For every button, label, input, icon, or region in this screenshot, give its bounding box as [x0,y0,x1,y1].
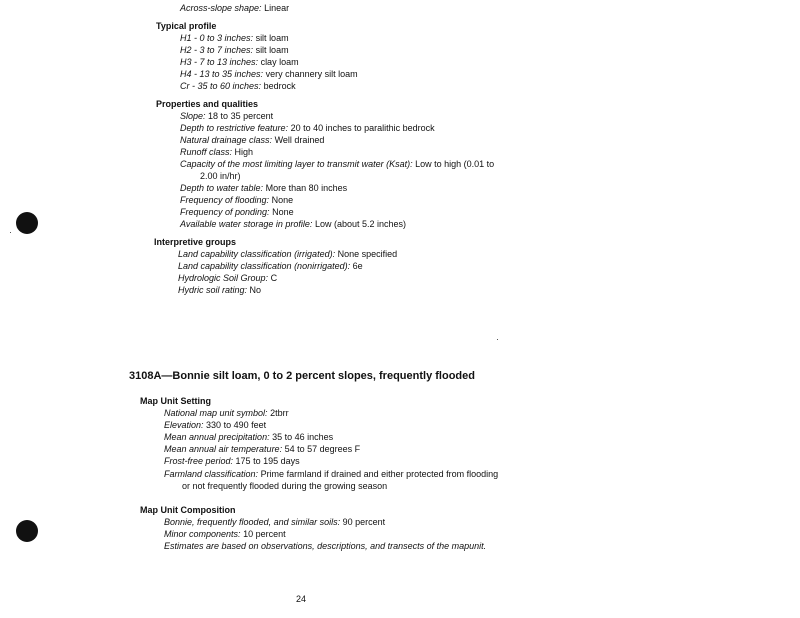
interpretive-value: None specified [337,249,398,259]
property-row [180,159,494,170]
setting-label: Elevation: [164,420,204,430]
setting-row [164,444,360,455]
interpretive-row [178,249,397,260]
property-value: Well drained [274,135,325,145]
setting-label: Mean annual precipitation: [164,432,270,442]
setting-row [164,420,266,431]
interpretive-label: Land capability classification (nonirrigated): [178,261,351,271]
property-row [180,135,324,146]
setting-label: Farmland classification: [164,469,259,479]
composition-label: Bonnie, frequently flooded, and similar soils: [164,517,341,527]
map-unit-setting-heading: Map Unit Setting [140,396,211,406]
horizon-row [180,57,299,68]
property-value: 20 to 40 inches to paralithic bedrock [290,123,435,133]
interpretive-value: C [270,273,278,283]
composition-note: Estimates are based on observations, descriptions, and transects of the mapunit. [164,541,487,551]
property-label: Depth to water table: [180,183,264,193]
horizon-label: Cr - 35 to 60 inches: [180,81,262,91]
page-number: 24 [296,594,307,604]
property-value: More than 80 inches [265,183,348,193]
interpretive-row [178,261,363,272]
horizon-label: H4 - 13 to 35 inches: [180,69,264,79]
setting-value: 175 to 195 days [235,456,300,466]
horizon-value: silt loam [255,33,289,43]
property-row [180,183,347,194]
property-row [180,111,273,122]
typical-profile-heading: Typical profile [156,21,217,31]
interpretive-value: No [249,285,262,295]
horizon-value: very channery silt loam [265,69,358,79]
horizon-value: bedrock [263,81,296,91]
setting-value: 54 to 57 degrees F [284,444,361,454]
setting-label: National map unit symbol: [164,408,268,418]
across-slope-value: Linear [264,3,290,13]
property-row [180,219,406,230]
property-label: Frequency of ponding: [180,207,270,217]
horizon-value: silt loam [255,45,289,55]
setting-row [164,456,300,467]
property-label: Available water storage in profile: [180,219,313,229]
horizon-label: H2 - 3 to 7 inches: [180,45,254,55]
interpretive-row [178,285,261,296]
interpretive-row [178,273,277,284]
property-row [180,207,294,218]
property-value: Low (about 5.2 inches) [314,219,406,229]
property-row [180,195,293,206]
horizon-row [180,33,289,44]
property-continuation: 2.00 in/hr) [200,171,241,181]
interpretive-label: Hydrologic Soil Group: [178,273,269,283]
property-row [180,147,253,158]
interpretive-label: Land capability classification (irrigated): [178,249,336,259]
composition-row [164,517,385,528]
horizon-value: clay loam [260,57,299,67]
setting-row [164,432,333,443]
composition-label: Minor components: [164,529,241,539]
property-label: Capacity of the most limiting layer to transmit water (Ksat): [180,159,413,169]
map-unit-composition-heading: Map Unit Composition [140,505,236,515]
across-slope-row [180,3,289,14]
punch-hole-top [16,212,38,234]
property-value: High [234,147,254,157]
property-label: Runoff class: [180,147,233,157]
setting-label: Mean annual air temperature: [164,444,283,454]
property-label: Natural drainage class: [180,135,273,145]
composition-value: 10 percent [243,529,286,539]
horizon-label: H3 - 7 to 13 inches: [180,57,259,67]
property-value: None [271,195,294,205]
setting-value: 330 to 490 feet [206,420,267,430]
setting-continuation: or not frequently flooded during the growing season [182,481,388,491]
setting-value: Prime farmland if drained and either protected from flooding [260,469,499,479]
property-label: Depth to restrictive feature: [180,123,289,133]
property-label: Slope: [180,111,206,121]
across-slope-label: Across-slope shape: [180,3,262,13]
property-value: Low to high (0.01 to [415,159,495,169]
horizon-row [180,69,358,80]
scan-speck [10,232,11,233]
property-row [180,123,435,134]
composition-value: 90 percent [342,517,386,527]
property-value: None [272,207,294,217]
setting-label: Frost-free period: [164,456,234,466]
composition-row [164,529,286,540]
interpretive-label: Hydric soil rating: [178,285,248,295]
setting-row [164,408,289,419]
scan-speck [497,339,498,340]
punch-hole-bottom [16,520,38,542]
interpretive-value: 6e [352,261,363,271]
horizon-row [180,81,296,92]
interpretive-heading: Interpretive groups [154,237,237,247]
horizon-label: H1 - 0 to 3 inches: [180,33,254,43]
setting-value: 35 to 46 inches [272,432,334,442]
map-unit-title: 3108A—Bonnie silt loam, 0 to 2 percent slopes, frequently flooded [129,370,475,382]
properties-heading: Properties and qualities [156,99,259,109]
setting-row [164,469,498,480]
property-label: Frequency of flooding: [180,195,270,205]
horizon-row [180,45,289,56]
setting-value: 2tbrr [270,408,289,418]
property-value: 18 to 35 percent [208,111,274,121]
